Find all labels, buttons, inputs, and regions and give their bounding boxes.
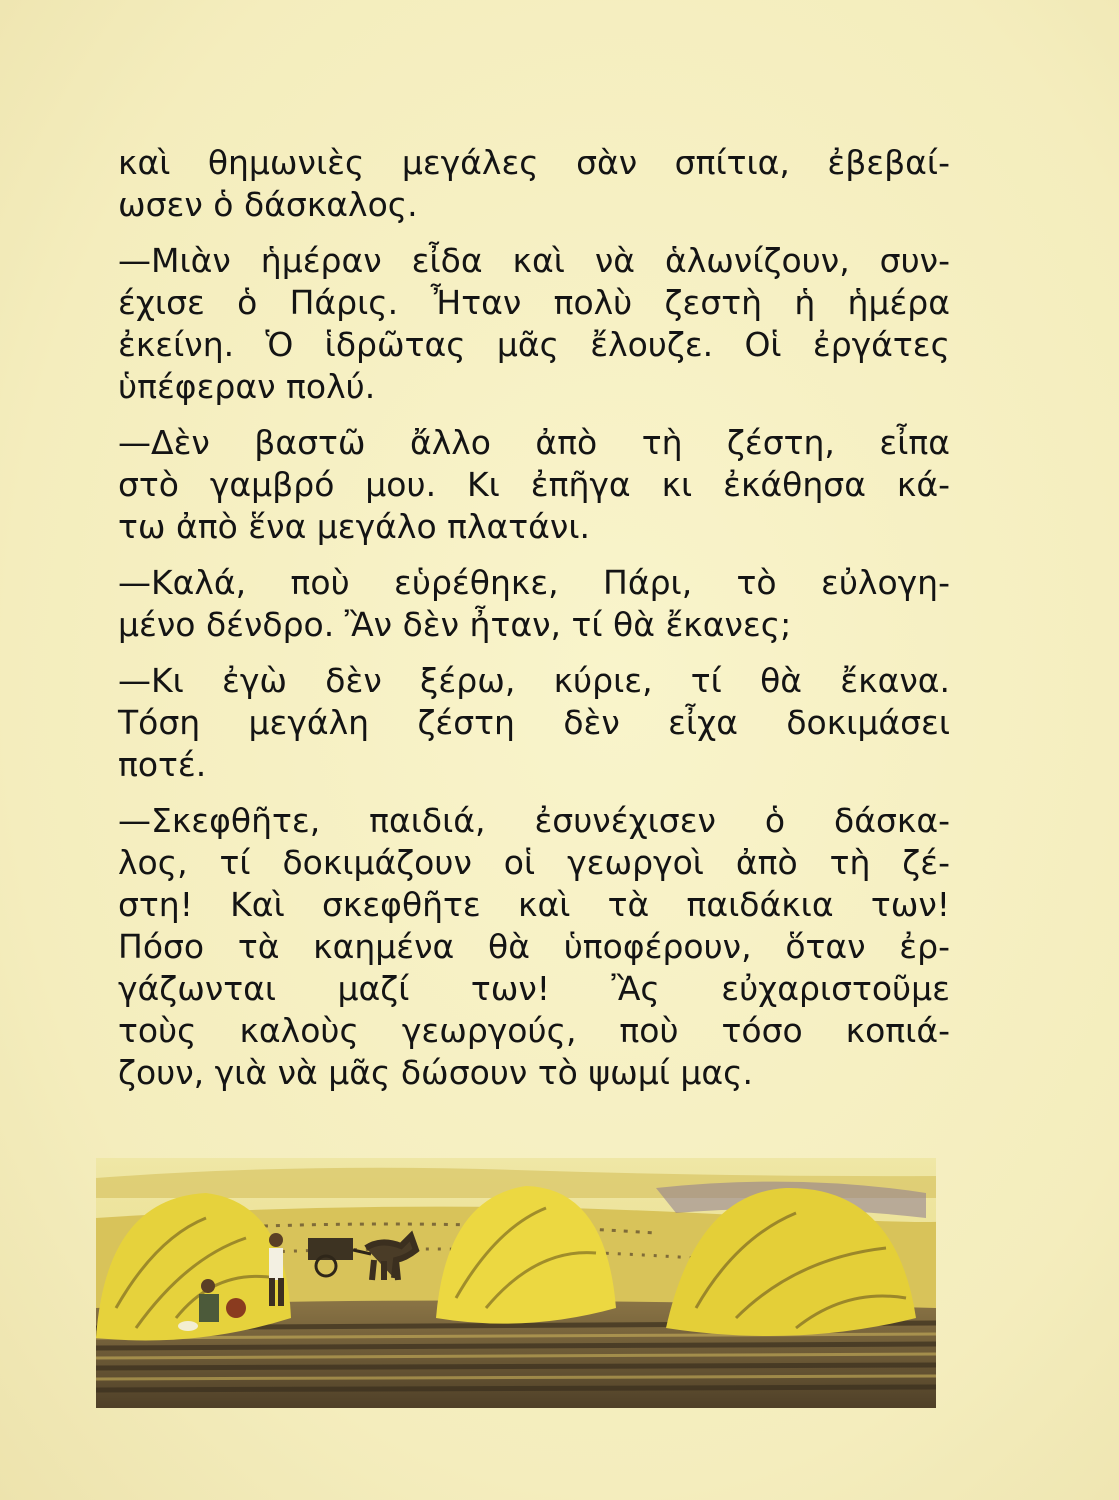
paragraph	[118, 660, 950, 786]
text-line: ἐκείνη. Ὁ ἱδρῶτας μᾶς ἔλουζε. Οἱ ἐργάτες	[118, 325, 950, 364]
paragraph	[118, 142, 950, 226]
text-line: ποτέ.	[118, 745, 207, 784]
text-line: —Σκεφθῆτε, παιδιά, ἐσυνέχισεν ὁ δάσκα-	[118, 801, 950, 840]
text-line: —Δὲν βαστῶ ἄλλο ἀπὸ τὴ ζέστη, εἶπα	[118, 423, 950, 462]
harvest-illustration	[96, 1158, 936, 1408]
text-line: τοὺς καλοὺς γεωργούς, ποὺ τόσο κοπιά-	[118, 1011, 950, 1050]
paragraph	[118, 422, 950, 548]
text-line: γάζωνται μαζί των! Ἂς εὐχαριστοῦμε	[118, 969, 950, 1008]
text-line: —Καλά, ποὺ εὑρέθηκε, Πάρι, τὸ εὐλογη-	[118, 563, 950, 602]
text-line: —Κι ἐγὼ δὲν ξέρω, κύριε, τί θὰ ἔκανα.	[118, 661, 950, 700]
paragraph	[118, 240, 950, 408]
story-text	[118, 142, 950, 1108]
paragraph	[118, 800, 950, 1094]
text-line: —Μιὰν ἡμέραν εἶδα καὶ νὰ ἁλωνίζουν, συν-	[118, 241, 950, 280]
text-line: καὶ θημωνιὲς μεγάλες σὰν σπίτια, ἐβεβαί-	[118, 143, 950, 182]
text-line: ὑπέφεραν πολύ.	[118, 367, 376, 406]
text-line: στὸ γαμβρό μου. Κι ἐπῆγα κι ἐκάθησα κά-	[118, 465, 950, 504]
text-line: ωσεν ὁ δάσκαλος.	[118, 185, 418, 224]
paragraph	[118, 562, 950, 646]
text-line: ζουν, γιὰ νὰ μᾶς δώσουν τὸ ψωμί μας.	[118, 1053, 754, 1092]
text-line: Τόση μεγάλη ζέστη δὲν εἶχα δοκιμάσει	[118, 703, 950, 742]
text-line: στη! Καὶ σκεφθῆτε καὶ τὰ παιδάκια των!	[118, 885, 950, 924]
text-line: λος, τί δοκιμάζουν οἱ γεωργοὶ ἀπὸ τὴ ζέ-	[118, 843, 950, 882]
text-line: μένο δένδρο. Ἂν δὲν ἦταν, τί θὰ ἔκανες;	[118, 605, 792, 644]
text-line: τω ἀπὸ ἕνα μεγάλο πλατάνι.	[118, 507, 590, 546]
text-line: έχισε ὁ Πάρις. Ἦταν πολὺ ζεστὴ ἡ ἡμέρα	[118, 283, 950, 322]
text-line: Πόσο τὰ καημένα θὰ ὑποφέρουν, ὅταν ἐρ-	[118, 927, 950, 966]
